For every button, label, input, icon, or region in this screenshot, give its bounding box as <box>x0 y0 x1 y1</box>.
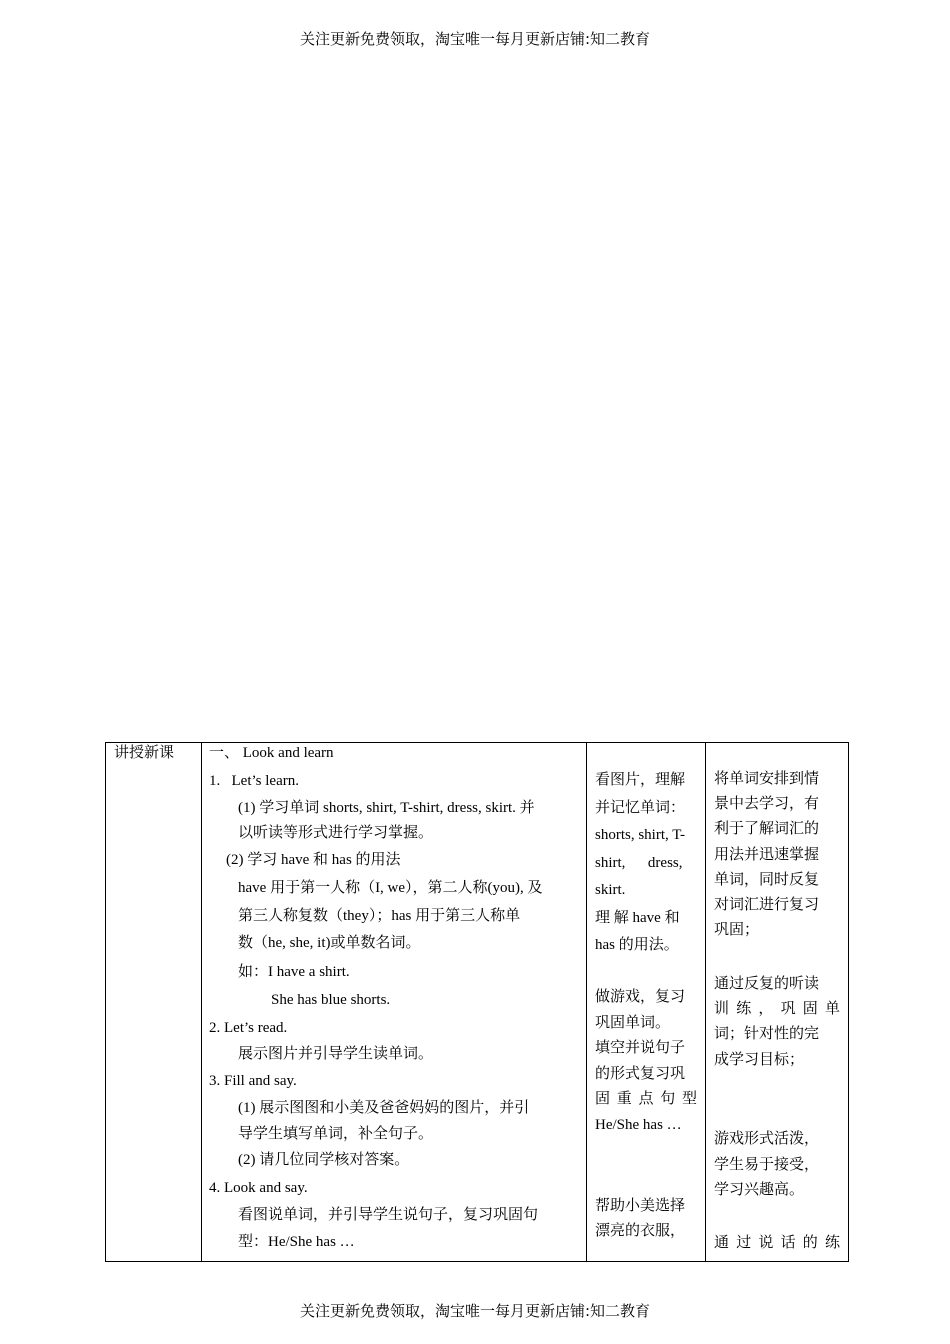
text-line: 理 解 have 和 <box>595 909 680 926</box>
text-line: 对词汇进行复习 <box>714 897 820 914</box>
example-sentence: 如：I have a shirt. <box>238 964 350 980</box>
text-line: 成学习目标； <box>714 1051 805 1068</box>
student-activity-column <box>587 743 706 1262</box>
text-line: 填空并说句子 <box>595 1040 686 1056</box>
student-activity-block <box>595 985 697 1138</box>
item-3-text: (1) 展示图图和小美及爸爸妈妈的图片，并引 <box>238 1100 530 1116</box>
item-1-text: (1) 学习单词 shorts, shirt, T-shirt, dress, skirt. 并 <box>238 800 535 816</box>
item-1-text: have 用于第一人称（I, we），第二人称(you), 及 <box>238 880 543 896</box>
text-line: skirt. <box>595 882 626 898</box>
page-header: 关注更新免费领取，淘宝唯一每月更新店铺:知二教育 <box>299 30 651 48</box>
page-footer: 关注更新免费领取，淘宝唯一每月更新店铺:知二教育 <box>299 1302 651 1320</box>
text-line: 游戏形式活泼， <box>714 1131 820 1147</box>
text-line: 利于了解词汇的 <box>714 821 820 838</box>
section-title: 一、 Look and learn <box>209 745 334 761</box>
text-line: 将单词安排到情 <box>714 771 820 787</box>
text-line: 并记忆单词： <box>595 799 686 816</box>
text-line: 训 练 ， 巩 固 单 <box>714 1001 840 1018</box>
item-4-text: 型：He/She has … <box>238 1234 355 1250</box>
item-1-text: 以听读等形式进行学习掌握。 <box>238 825 434 841</box>
student-activity-block <box>595 1194 697 1244</box>
text-line: shirt, dress, <box>595 854 683 871</box>
text-line: 景中去学习，有 <box>714 796 820 813</box>
item-4-title: 4. Look and say. <box>209 1180 308 1196</box>
text-line: 巩固单词。 <box>595 1014 671 1031</box>
text-line: 做游戏，复习 <box>595 989 686 1005</box>
text-line: 的形式复习巩 <box>595 1065 686 1082</box>
text-line: 看图片，理解 <box>595 772 686 788</box>
table-row <box>106 743 849 1262</box>
item-3-title: 3. Fill and say. <box>209 1073 297 1089</box>
item-2-text: 展示图片并引导学生读单词。 <box>238 1046 434 1062</box>
item-1-text: (2) 学习 have 和 has 的用法 <box>226 852 401 868</box>
text-line: 用法并迅速掌握 <box>714 846 820 863</box>
design-intent-column <box>706 743 849 1262</box>
design-intent-block <box>714 1127 840 1204</box>
example-sentence: She has blue shorts. <box>271 992 391 1008</box>
item-1-text: 数（he, she, it)或单数名词。 <box>238 935 421 951</box>
text-line: 词；针对性的完 <box>714 1026 820 1043</box>
stage-label: 讲授新课 <box>114 745 175 761</box>
item-1-title: 1. Let’s learn. <box>209 773 299 789</box>
item-3-text: 导学生填写单词，补全句子。 <box>238 1126 434 1142</box>
text-line: 学生易于接受， <box>714 1156 820 1173</box>
text-line: 单词，同时反复 <box>714 871 820 888</box>
item-1-text: 第三人称复数（they）；has 用于第三人称单 <box>238 908 521 924</box>
text-line: 通 过 说 话 的 练 <box>714 1235 840 1251</box>
text-line: 帮助小美选择 <box>595 1198 686 1214</box>
text-line: shorts, shirt, T- <box>595 827 686 843</box>
design-intent-block <box>714 1231 840 1256</box>
text-line: 学习兴趣高。 <box>714 1182 805 1198</box>
stage-column <box>106 743 202 1262</box>
item-4-text: 看图说单词，并引导学生说句子，复习巩固句 <box>238 1207 539 1223</box>
text-line: 通过反复的听读 <box>714 976 820 992</box>
text-line: He/She has … <box>595 1116 682 1133</box>
lesson-table <box>105 742 849 1262</box>
design-intent-block <box>714 767 840 943</box>
item-3-text: (2) 请几位同学核对答案。 <box>238 1152 410 1168</box>
student-activity-block <box>595 767 697 960</box>
design-intent-block <box>714 972 840 1073</box>
text-line: 固 重 点 句 型 <box>595 1091 697 1107</box>
item-2-title: 2. Let’s read. <box>209 1020 288 1036</box>
text-line: 巩固； <box>714 922 760 939</box>
teacher-activity-column <box>202 743 587 1262</box>
text-line: 漂亮的衣服， <box>595 1223 686 1239</box>
text-line: has 的用法。 <box>595 937 679 953</box>
